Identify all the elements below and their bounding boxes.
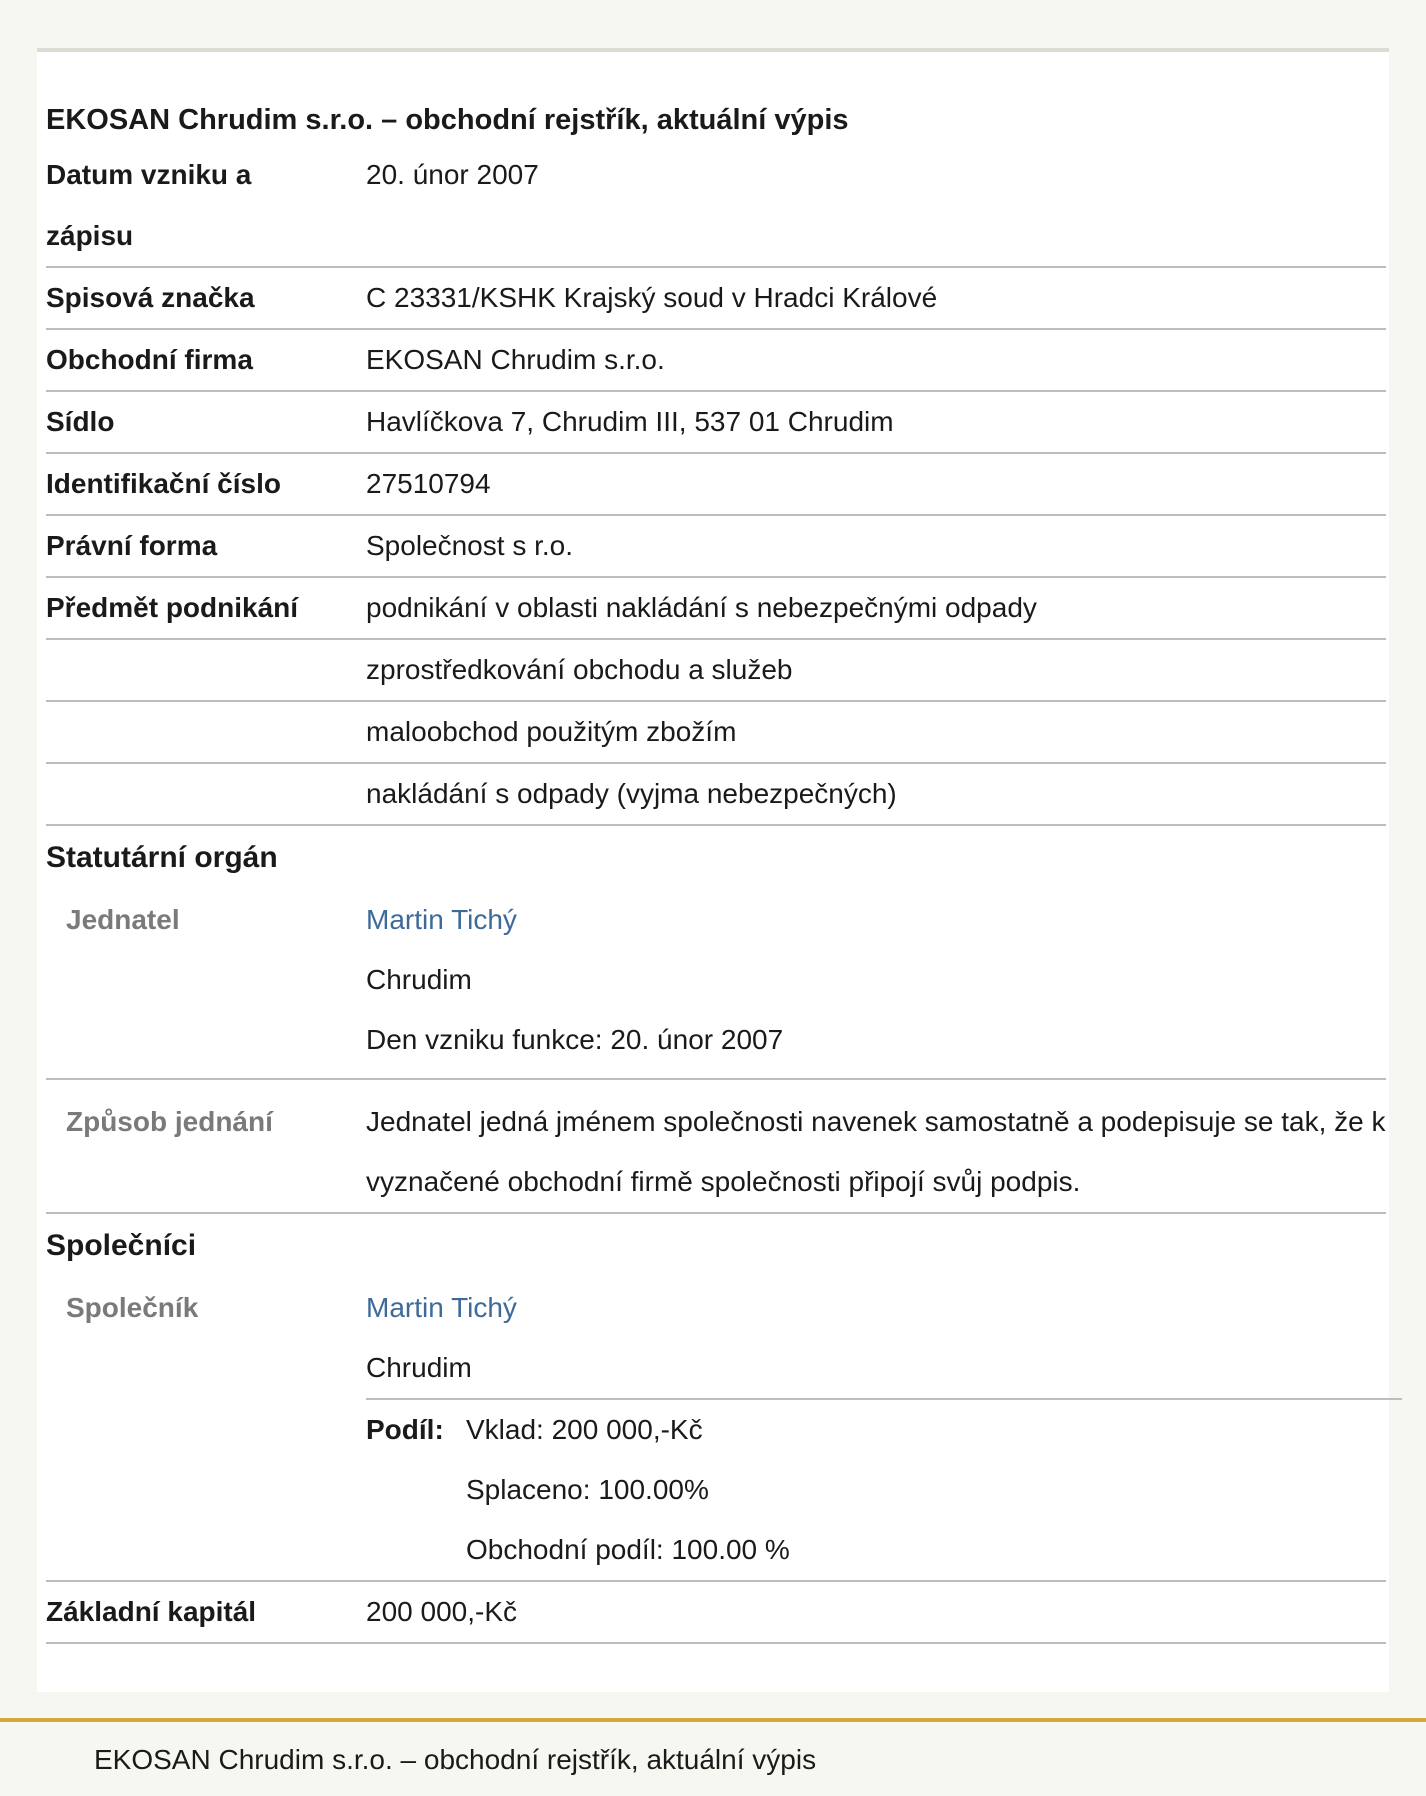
row-label: Předmět podnikání [46,592,299,623]
row-label: Sídlo [46,406,115,437]
row-value: Společnost s r.o. [366,530,574,561]
footer [0,1718,1426,1796]
person-city: Chrudim [366,964,472,995]
row-predmet-1 [46,578,1386,640]
row-predmet-3 [46,702,1386,764]
row-label: Právní forma [46,530,218,561]
share-obchodni-podil: Obchodní podíl: 100.00 % [466,1534,790,1565]
row-label: Jednatel [66,904,180,935]
row-value: C 23331/KSHK Krajský soud v Hradci Králové [366,282,938,313]
row-value: 20. únor 2007 [366,159,539,190]
section-spolecnici: Společníci [46,1229,197,1262]
person-city: Chrudim [366,1352,472,1383]
row-spolecnik [46,1278,1386,1582]
footer-title: EKOSAN Chrudim s.r.o. – obchodní rejstřík, aktuální výpis [94,1744,817,1775]
row-value: zprostředkování obchodu a služeb [366,654,793,685]
row-label: Spisová značka [46,282,255,313]
row-value: Havlíčkova 7, Chrudim III, 537 01 Chrudim [366,406,894,437]
share-vklad: Vklad: 200 000,-Kč [466,1414,703,1445]
row-datum-vzniku [46,144,1386,268]
row-value: Jednatel jedná jménem společnosti navenek samostatně a podepisuje se tak, že k vyznačené obchodní firmě společnosti připojí svůj podpis. [366,1106,1386,1197]
row-label: Datum vzniku a zápisu [46,159,252,251]
row-zakladni-kapital [46,1582,1386,1644]
page-title: EKOSAN Chrudim s.r.o. – obchodní rejstřík, aktuální výpis [46,104,849,136]
row-label: Identifikační číslo [46,468,281,499]
row-jednatel [46,890,1386,1080]
row-predmet-4 [46,764,1386,826]
person-link-martin-tichy[interactable]: Martin Tichý [366,904,517,935]
row-label: Společník [66,1292,199,1323]
registry-table [46,144,1386,1644]
row-spisova-znacka [46,268,1386,330]
section-statutarni-organ: Statutární orgán [46,841,278,874]
function-start-date: Den vzniku funkce: 20. únor 2007 [366,1024,784,1055]
row-value: EKOSAN Chrudim s.r.o. [366,344,665,375]
row-sidlo [46,392,1386,454]
row-value: 200 000,-Kč [366,1596,517,1627]
row-predmet-2 [46,640,1386,702]
share-label: Podíl: [366,1414,444,1445]
share-splaceno: Splaceno: 100.00% [466,1474,709,1505]
row-value: maloobchod použitým zbožím [366,716,737,747]
row-obchodni-firma [46,330,1386,392]
row-value: podnikání v oblasti nakládání s nebezpečnými odpady [366,592,1037,623]
row-ico [46,454,1386,516]
row-value: 27510794 [366,468,491,499]
row-pravni-forma [46,516,1386,578]
registry-card [37,48,1389,1692]
row-label: Základní kapitál [46,1596,257,1627]
row-zpusob-jednani [46,1080,1386,1214]
row-label: Obchodní firma [46,344,253,375]
row-value: nakládání s odpady (vyjma nebezpečných) [366,778,897,809]
person-link-martin-tichy[interactable]: Martin Tichý [366,1292,517,1323]
share-block [366,1398,1402,1580]
row-label: Způsob jednání [66,1106,273,1137]
